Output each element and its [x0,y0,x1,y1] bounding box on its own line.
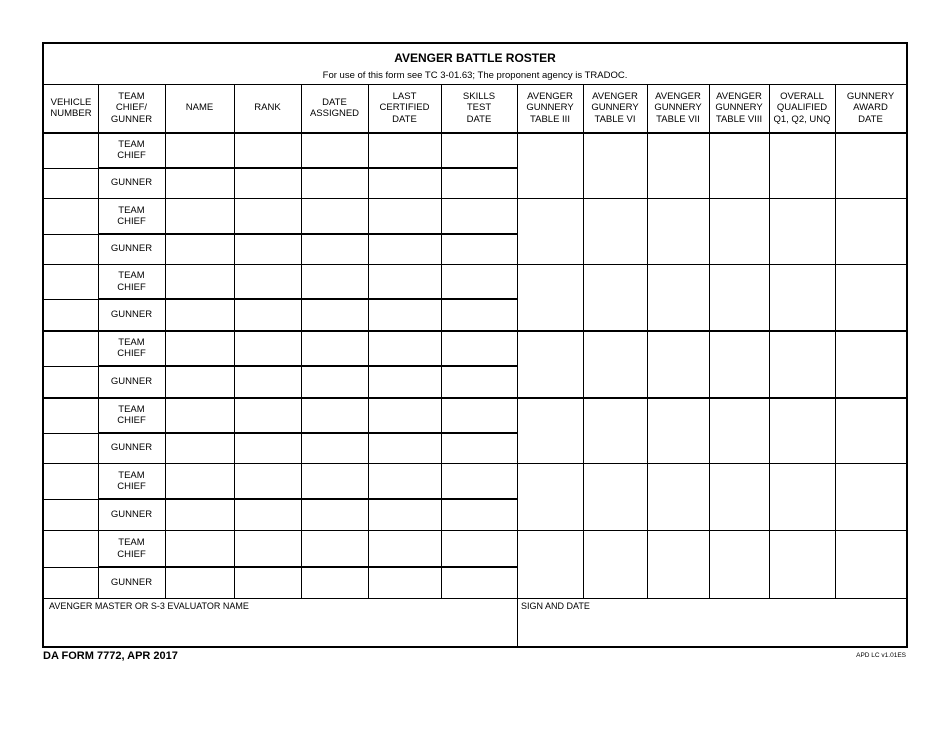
role-label-team-chief: TEAM CHIEF [117,138,146,161]
gunner-entry-cell[interactable] [44,168,98,198]
gunner-entry-cell[interactable] [441,299,517,330]
team-chief-entry-cell[interactable] [301,463,368,499]
team-chief-entry-cell[interactable] [165,198,234,234]
crew-entry-cell[interactable] [835,198,906,264]
gunner-entry-cell[interactable] [441,567,517,598]
gunner-entry-cell[interactable] [165,433,234,463]
crew-entry-cell[interactable] [769,397,835,463]
column-header: NAME [185,102,214,114]
crew-entry-cell[interactable] [835,330,906,397]
role-label-team-chief: TEAM CHIEF [117,204,146,227]
team-chief-entry-cell[interactable] [441,397,517,433]
gunner-entry-cell[interactable] [301,299,368,330]
gunner-entry-cell[interactable] [301,168,368,198]
form-version: APD LC v1.01ES [856,652,906,659]
crew-entry-cell[interactable] [647,132,709,198]
role-label-gunner: GUNNER [110,576,153,588]
sign-and-date-field[interactable] [517,598,906,646]
team-chief-entry-cell[interactable] [44,132,98,168]
gunner-entry-cell[interactable] [368,234,441,264]
crew-entry-cell[interactable] [647,198,709,264]
role-label-team-chief: TEAM CHIEF [117,403,146,426]
team-chief-entry-cell[interactable] [234,198,301,234]
gunner-entry-cell[interactable] [44,433,98,463]
team-chief-entry-cell[interactable] [301,198,368,234]
gunner-entry-cell[interactable] [368,168,441,198]
gunner-entry-cell[interactable] [44,234,98,264]
role-label-team-chief: TEAM CHIEF [117,270,146,293]
gunner-entry-cell[interactable] [165,299,234,330]
gunner-entry-cell[interactable] [234,234,301,264]
crew-entry-cell[interactable] [647,264,709,330]
team-chief-entry-cell[interactable] [44,397,98,433]
team-chief-entry-cell[interactable] [301,530,368,567]
crew-entry-cell[interactable] [517,397,583,463]
role-label-team-chief: TEAM CHIEF [117,469,146,492]
crew-entry-cell[interactable] [517,463,583,530]
crew-entry-cell[interactable] [583,397,647,463]
crew-entry-cell[interactable] [709,132,769,198]
gunner-entry-cell[interactable] [165,499,234,530]
gunner-entry-cell[interactable] [441,499,517,530]
crew-entry-cell[interactable] [769,198,835,264]
team-chief-entry-cell[interactable] [44,530,98,567]
team-chief-entry-cell[interactable] [234,530,301,567]
crew-entry-cell[interactable] [583,264,647,330]
column-header: OVERALL QUALIFIED Q1, Q2, UNQ [773,90,831,125]
crew-entry-cell[interactable] [517,530,583,598]
team-chief-entry-cell[interactable] [44,330,98,366]
crew-entry-cell[interactable] [583,463,647,530]
sign-and-date-label: SIGN AND DATE [521,601,590,611]
crew-entry-cell[interactable] [835,397,906,463]
column-header: LAST CERTIFIED DATE [379,90,430,125]
role-label-team-chief: TEAM CHIEF [117,537,146,560]
team-chief-entry-cell[interactable] [301,330,368,366]
crew-entry-cell[interactable] [769,264,835,330]
crew-entry-cell[interactable] [769,463,835,530]
gunner-entry-cell[interactable] [44,366,98,397]
role-label-gunner: GUNNER [110,177,153,189]
gunner-entry-cell[interactable] [165,366,234,397]
role-label-team-chief: TEAM CHIEF [117,336,146,359]
gunner-entry-cell[interactable] [368,567,441,598]
gunner-entry-cell[interactable] [368,366,441,397]
team-chief-entry-cell[interactable] [301,264,368,299]
team-chief-entry-cell[interactable] [165,330,234,366]
team-chief-entry-cell[interactable] [44,264,98,299]
crew-entry-cell[interactable] [647,330,709,397]
team-chief-entry-cell[interactable] [368,530,441,567]
crew-entry-cell[interactable] [709,264,769,330]
crew-entry-cell[interactable] [709,198,769,264]
gunner-entry-cell[interactable] [368,433,441,463]
role-label-gunner: GUNNER [110,508,153,520]
team-chief-entry-cell[interactable] [368,198,441,234]
team-chief-entry-cell[interactable] [301,132,368,168]
team-chief-entry-cell[interactable] [441,463,517,499]
role-label-gunner: GUNNER [110,243,153,255]
crew-entry-cell[interactable] [769,530,835,598]
team-chief-entry-cell[interactable] [368,330,441,366]
crew-entry-cell[interactable] [583,198,647,264]
column-header: TEAM CHIEF/ GUNNER [110,90,153,125]
gunner-entry-cell[interactable] [234,433,301,463]
crew-entry-cell[interactable] [835,132,906,198]
crew-entry-cell[interactable] [583,330,647,397]
gunner-entry-cell[interactable] [441,234,517,264]
gunner-entry-cell[interactable] [301,499,368,530]
evaluator-name-label: AVENGER MASTER OR S-3 EVALUATOR NAME [49,601,249,611]
role-label-gunner: GUNNER [110,375,153,387]
crew-entry-cell[interactable] [769,132,835,198]
gunner-entry-cell[interactable] [234,567,301,598]
crew-entry-cell[interactable] [517,198,583,264]
crew-entry-cell[interactable] [517,330,583,397]
column-header: RANK [254,102,281,114]
team-chief-entry-cell[interactable] [165,397,234,433]
crew-entry-cell[interactable] [647,530,709,598]
column-header: GUNNERY AWARD DATE [846,90,895,125]
team-chief-entry-cell[interactable] [44,463,98,499]
gunner-entry-cell[interactable] [301,567,368,598]
evaluator-name-field[interactable] [44,598,517,646]
battle-roster-form [42,42,908,648]
form-subtitle: For use of this form see TC 3-01.63; The proponent agency is TRADOC. [322,70,628,81]
team-chief-entry-cell[interactable] [441,198,517,234]
team-chief-entry-cell[interactable] [165,264,234,299]
crew-entry-cell[interactable] [709,330,769,397]
gunner-entry-cell[interactable] [234,168,301,198]
column-header: AVENGER GUNNERY TABLE VII [654,90,702,125]
crew-entry-cell[interactable] [583,132,647,198]
gunner-entry-cell[interactable] [234,299,301,330]
crew-entry-cell[interactable] [709,463,769,530]
gunner-entry-cell[interactable] [165,567,234,598]
gunner-entry-cell[interactable] [44,567,98,598]
gunner-entry-cell[interactable] [441,168,517,198]
role-label-gunner: GUNNER [110,442,153,454]
crew-entry-cell[interactable] [709,530,769,598]
gunner-entry-cell[interactable] [441,433,517,463]
crew-entry-cell[interactable] [647,463,709,530]
gunner-entry-cell[interactable] [368,299,441,330]
column-header: AVENGER GUNNERY TABLE III [526,90,574,125]
team-chief-entry-cell[interactable] [441,530,517,567]
form-number: DA FORM 7772, APR 2017 [43,650,178,662]
column-header: AVENGER GUNNERY TABLE VIII [715,90,763,125]
team-chief-entry-cell[interactable] [368,397,441,433]
team-chief-entry-cell[interactable] [234,132,301,168]
crew-entry-cell[interactable] [647,397,709,463]
team-chief-entry-cell[interactable] [234,264,301,299]
team-chief-entry-cell[interactable] [441,330,517,366]
team-chief-entry-cell[interactable] [234,463,301,499]
column-header: VEHICLE NUMBER [50,96,92,119]
crew-entry-cell[interactable] [583,530,647,598]
gunner-entry-cell[interactable] [301,433,368,463]
gunner-entry-cell[interactable] [165,168,234,198]
team-chief-entry-cell[interactable] [165,132,234,168]
gunner-entry-cell[interactable] [301,366,368,397]
team-chief-entry-cell[interactable] [441,264,517,299]
team-chief-entry-cell[interactable] [234,330,301,366]
team-chief-entry-cell[interactable] [368,132,441,168]
gunner-entry-cell[interactable] [234,499,301,530]
team-chief-entry-cell[interactable] [44,198,98,234]
gunner-entry-cell[interactable] [301,234,368,264]
gunner-entry-cell[interactable] [44,299,98,330]
form-title: AVENGER BATTLE ROSTER [394,51,556,65]
team-chief-entry-cell[interactable] [301,397,368,433]
column-header: SKILLS TEST DATE [462,90,496,125]
team-chief-entry-cell[interactable] [368,463,441,499]
gunner-entry-cell[interactable] [441,366,517,397]
team-chief-entry-cell[interactable] [441,132,517,168]
role-label-gunner: GUNNER [110,308,153,320]
crew-entry-cell[interactable] [517,132,583,198]
crew-entry-cell[interactable] [709,397,769,463]
team-chief-entry-cell[interactable] [165,530,234,567]
team-chief-entry-cell[interactable] [234,397,301,433]
team-chief-entry-cell[interactable] [368,264,441,299]
column-header: AVENGER GUNNERY TABLE VI [591,90,639,125]
gunner-entry-cell[interactable] [368,499,441,530]
team-chief-entry-cell[interactable] [165,463,234,499]
crew-entry-cell[interactable] [835,463,906,530]
gunner-entry-cell[interactable] [165,234,234,264]
crew-entry-cell[interactable] [517,264,583,330]
gunner-entry-cell[interactable] [234,366,301,397]
crew-entry-cell[interactable] [769,330,835,397]
crew-entry-cell[interactable] [835,264,906,330]
gunner-entry-cell[interactable] [44,499,98,530]
crew-entry-cell[interactable] [835,530,906,598]
column-header: DATE ASSIGNED [309,96,360,119]
